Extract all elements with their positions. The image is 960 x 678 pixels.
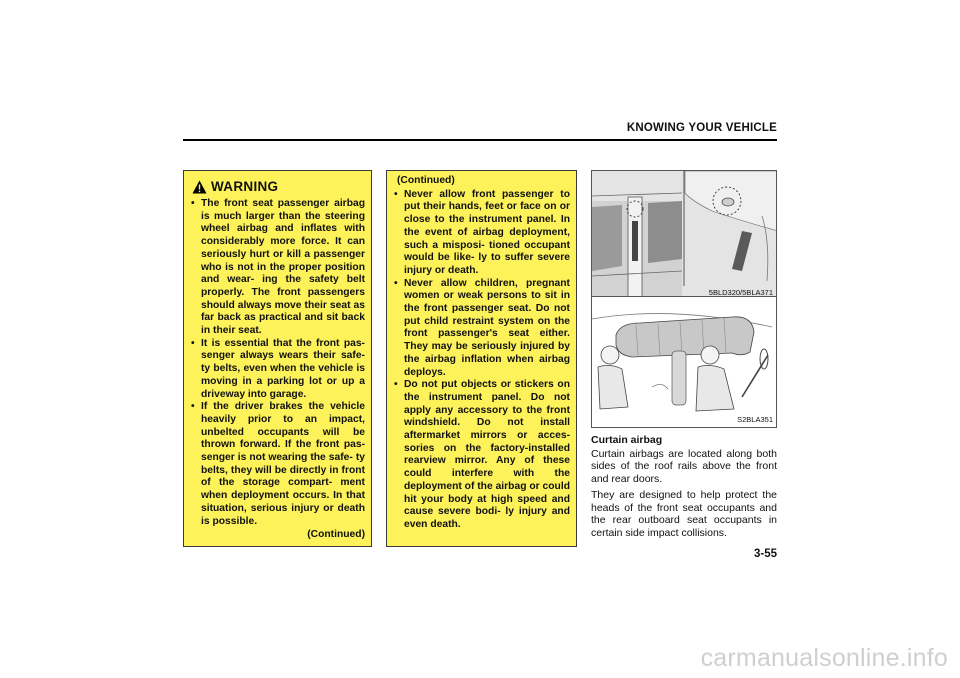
warning-box <box>183 170 372 547</box>
watermark: carmanualsonline.info <box>700 644 948 672</box>
continued-label: (Continued) <box>307 529 365 541</box>
header-rule <box>183 139 777 141</box>
warning-triangle-icon <box>192 180 207 194</box>
paragraph: They are designed to help protect the heads of the front seat occupants and the rear outboard seat occupants in certain side impact collisions. <box>591 488 777 539</box>
continued-label: (Continued) <box>397 175 455 186</box>
continued-list <box>393 189 570 532</box>
list-item: • It is essential that the front pas- senger always wears their safe- ty belts, even when the vehicle is moving in a parking lot or up a driveway into garage. <box>190 338 365 402</box>
curtain-airbag-figure <box>591 297 777 428</box>
warning-header <box>192 180 365 194</box>
list-item: • Never allow front passenger to put their hands, feet or face on or close to the instrument panel. In the event of airbag deployment, such a misposi- tioned occupant would be like- ly to suffer severe injury or death. <box>393 189 570 278</box>
list-item: • If the driver brakes the vehicle heavily prior to an impact, unbelted occupants will be thrown forward. If the front pas- senger is not wearing the safe- ty belts, they will be directly in front of the storage compart- ment when deployment occurs. In that situation, serious injury or death is possible. <box>190 401 365 528</box>
section-title: KNOWING YOUR VEHICLE <box>626 122 777 134</box>
continued-warning-box <box>386 170 577 547</box>
curtain-airbag-illustration <box>592 297 777 428</box>
warning-list <box>190 198 365 528</box>
warning-title: WARNING <box>211 178 279 194</box>
list-item: • Do not put objects or stickers on the instrument panel. Do not apply any accessory to the front windshield. Do not install aftermarket mirrors or acces- sories on the factory-installed rearview mirror. Any of these could interfere with the deployment of the airbag or could hit your body at high speed and cause severe bodi- ly injury and even death. <box>393 379 570 531</box>
figure-label: S2BLA351 <box>737 415 773 424</box>
paragraph: Curtain airbags are located along both sides of the roof rails above the front and rear doors. <box>591 447 777 486</box>
section-heading: Curtain airbag <box>591 434 663 446</box>
roof-rail-figure <box>591 170 777 297</box>
list-item: • The front seat passenger airbag is much larger than the steering wheel airbag and inflates with considerably more force. It can seriously hurt or kill a passenger who is not in the proper position and wear- ing the safety belt properly. The front passengers should always move their seat as far back as practical and sit back in their seat. <box>190 198 365 338</box>
list-item: • Never allow children, pregnant women or weak persons to sit in the front passenger seat. Do not put child restraint system on the front passenger's seat either. They may be seriously injured by the airbag inflation when airbag deploys. <box>393 278 570 380</box>
roof-rail-illustration <box>592 171 777 297</box>
curtain-airbag-section <box>591 434 777 543</box>
figure-label: 5BLD320/5BLA371 <box>708 288 773 297</box>
page-number: 3-55 <box>753 548 777 560</box>
